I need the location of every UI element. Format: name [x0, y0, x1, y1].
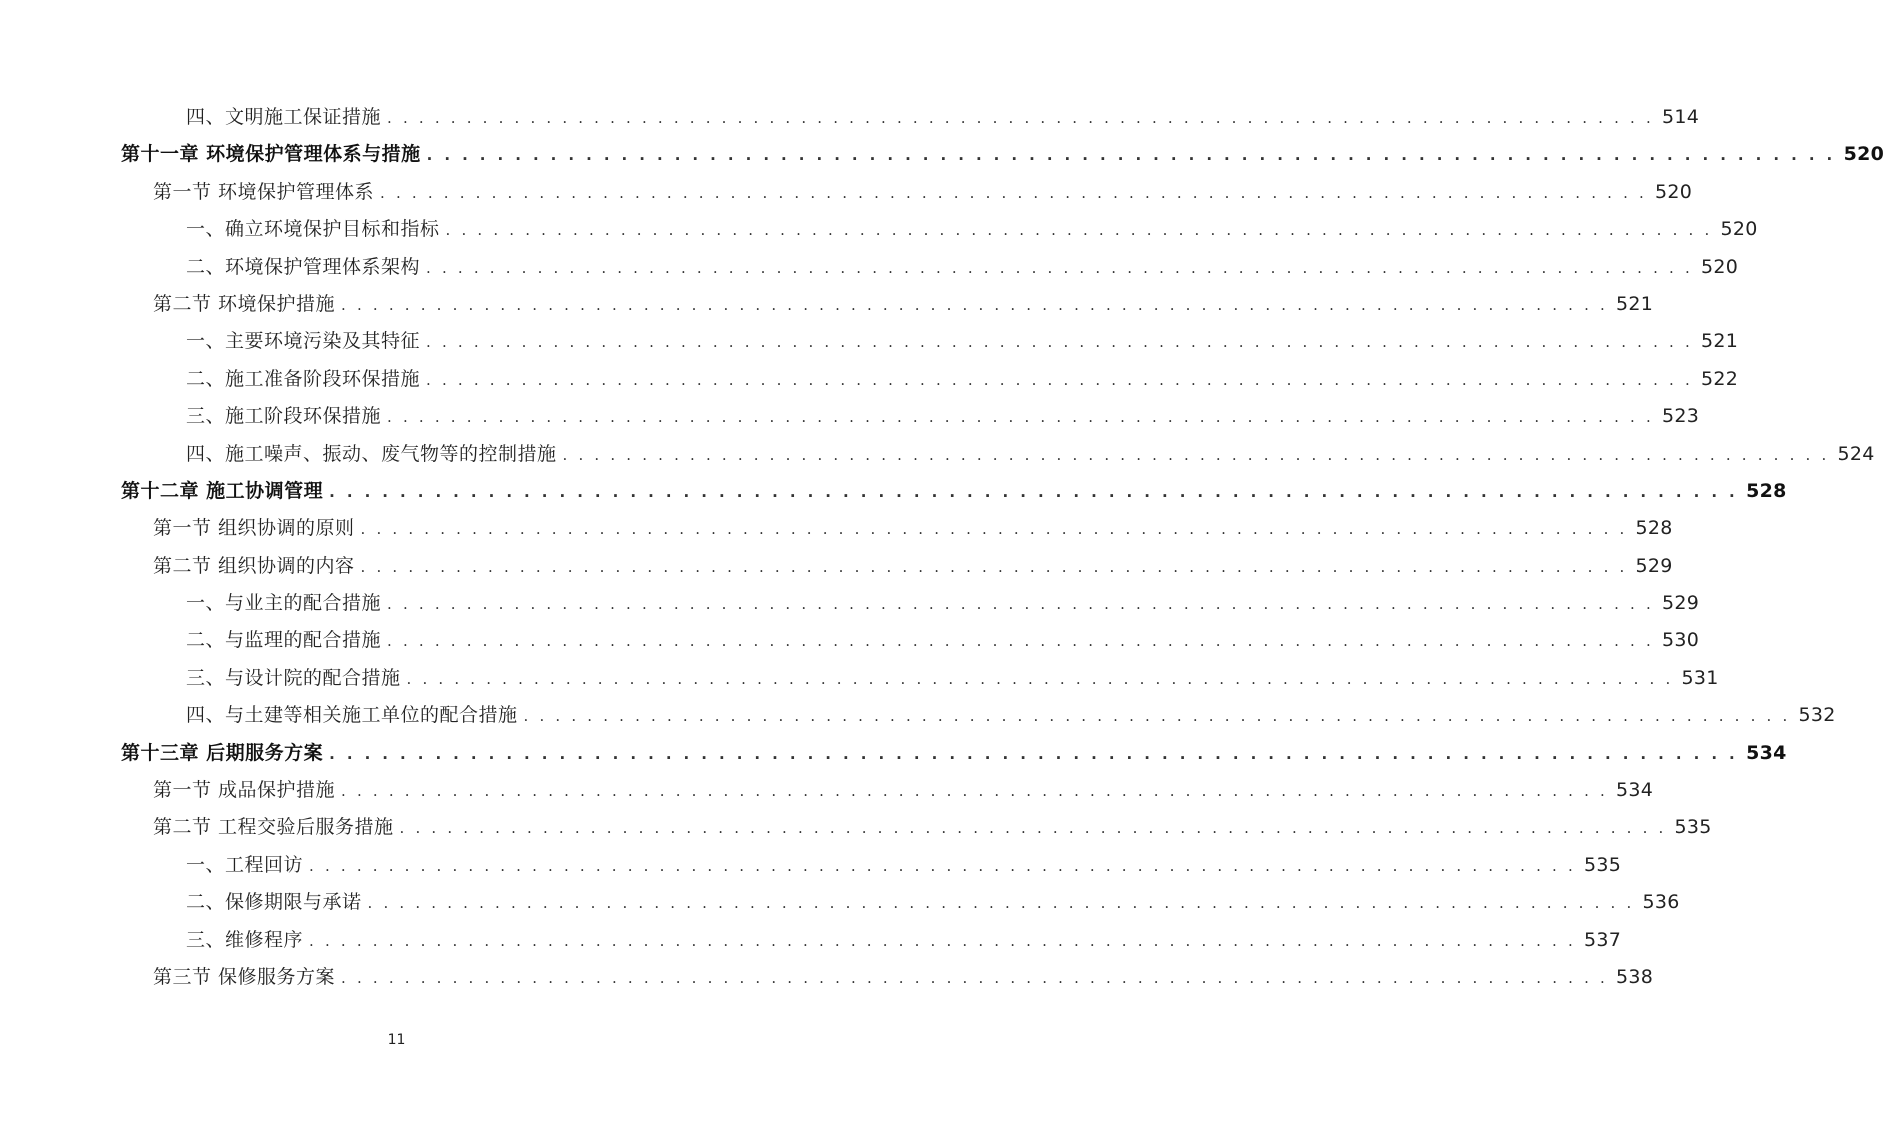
- toc-dot-leader: . . . . . . . . . . . . . . . . . . . . . . . . . . . . . . . . . . . . . . . . . . . . . . . . . . . . . . . . . . . . . . . . . . . . . . . . . . . . . . . .: [426, 333, 1693, 352]
- toc-entry-title: 四、文明施工保证措施: [186, 106, 382, 128]
- toc-entry-title: 第二节 组织协调的内容: [153, 554, 355, 577]
- toc-entry-title: 第十一章 环境保护管理体系与措施: [121, 143, 421, 166]
- toc-section-entry[interactable]: [0, 772, 1654, 809]
- toc-subsection-entry[interactable]: [0, 361, 1739, 398]
- toc-dot-leader: . . . . . . . . . . . . . . . . . . . . . . . . . . . . . . . . . . . . . . . . . . . . . . . . . . . . . . . . . . . . . . . . . . . . . . . . . . . . . . . .: [445, 221, 1713, 240]
- toc-entry-title: 二、保修期限与承诺: [186, 891, 362, 914]
- toc-page-number: 521: [1615, 292, 1654, 315]
- toc-page-number: 537: [1583, 928, 1622, 951]
- toc-entry-title: 四、与土建等相关施工单位的配合措施: [186, 704, 518, 727]
- toc-page-number: 529: [1661, 592, 1700, 615]
- toc-section-entry[interactable]: [0, 809, 1712, 846]
- toc-entry-title: 四、施工噪声、振动、废气物等的控制措施: [186, 442, 557, 465]
- toc-subsection-entry[interactable]: [0, 922, 1622, 959]
- toc-section-entry[interactable]: [0, 174, 1693, 211]
- toc-section-entry[interactable]: [0, 286, 1654, 323]
- toc-entry-title: 第三节 保修服务方案: [153, 965, 336, 988]
- toc-subsection-entry[interactable]: [0, 211, 1758, 248]
- toc-dot-leader: . . . . . . . . . . . . . . . . . . . . . . . . . . . . . . . . . . . . . . . . . . . . . . . . . . . . . . . . . . . . . . . . . . . . . . . . . . . . . . . .: [329, 482, 1739, 501]
- toc-subsection-entry[interactable]: [0, 99, 1700, 136]
- toc-entry-title: 第一节 环境保护管理体系: [153, 180, 375, 203]
- toc-dot-leader: . . . . . . . . . . . . . . . . . . . . . . . . . . . . . . . . . . . . . . . . . . . . . . . . . . . . . . . . . . . . . . . . . . . . . . . . . . . . . . . .: [399, 819, 1667, 838]
- toc-subsection-entry[interactable]: [0, 884, 1680, 921]
- toc-dot-leader: . . . . . . . . . . . . . . . . . . . . . . . . . . . . . . . . . . . . . . . . . . . . . . . . . . . . . . . . . . . . . . . . . . . . . . . . . . . . . . . .: [309, 856, 1576, 875]
- toc-page-number: 536: [1642, 891, 1680, 914]
- toc-dot-leader: . . . . . . . . . . . . . . . . . . . . . . . . . . . . . . . . . . . . . . . . . . . . . . . . . . . . . . . . . . . . . . . . . . . . . . . . . . . . . . . .: [367, 894, 1635, 913]
- toc-page-number: 528: [1746, 479, 1787, 502]
- toc-subsection-entry[interactable]: [0, 847, 1622, 884]
- toc-dot-leader: . . . . . . . . . . . . . . . . . . . . . . . . . . . . . . . . . . . . . . . . . . . . . . . . . . . . . . . . . . . . . . . . . . . . . . . . . . . . . . . .: [360, 557, 1628, 576]
- toc-entry-title: 二、施工准备阶段环保措施: [186, 367, 421, 390]
- toc-page-number: 520: [1654, 180, 1693, 203]
- toc-page-number: 529: [1635, 554, 1673, 577]
- toc-entry-title: 第二节 工程交验后服务措施: [153, 816, 394, 839]
- toc-entry-title: 一、确立环境保护目标和指标: [186, 218, 440, 241]
- toc-page-number: 522: [1700, 367, 1739, 390]
- toc-entry-title: 一、主要环境污染及其特征: [186, 330, 421, 353]
- toc-page-number: 534: [1615, 779, 1654, 802]
- toc-entry-title: 二、与监理的配合措施: [186, 629, 382, 652]
- toc-dot-leader: . . . . . . . . . . . . . . . . . . . . . . . . . . . . . . . . . . . . . . . . . . . . . . . . . . . . . . . . . . . . . . . . . . . . . . . . . . . . . . . .: [387, 408, 1654, 427]
- toc-page-number: 538: [1615, 965, 1654, 988]
- toc-section-entry[interactable]: [0, 510, 1673, 547]
- toc-subsection-entry[interactable]: [0, 323, 1739, 360]
- toc-entry-title: 一、与业主的配合措施: [186, 592, 382, 615]
- toc-dot-leader: . . . . . . . . . . . . . . . . . . . . . . . . . . . . . . . . . . . . . . . . . . . . . . . . . . . . . . . . . . . . . . . . . . . . . . . . . . . . . . . .: [341, 968, 1608, 987]
- toc-entry-title: 三、施工阶段环保措施: [186, 405, 382, 428]
- toc-chapter-entry[interactable]: [0, 735, 1787, 772]
- toc-dot-leader: . . . . . . . . . . . . . . . . . . . . . . . . . . . . . . . . . . . . . . . . . . . . . . . . . . . . . . . . . . . . . . . . . . . . . . . . . . . . . . . .: [341, 782, 1608, 801]
- toc-dot-leader: . . . . . . . . . . . . . . . . . . . . . . . . . . . . . . . . . . . . . . . . . . . . . . . . . . . . . . . . . . . . . . . . . . . . . . . . . . . . . . . .: [380, 183, 1647, 202]
- toc-page-number: 524: [1837, 442, 1875, 465]
- toc-page-number: 535: [1583, 853, 1622, 876]
- toc-page-number: 521: [1700, 330, 1739, 353]
- toc-dot-leader: . . . . . . . . . . . . . . . . . . . . . . . . . . . . . . . . . . . . . . . . . . . . . . . . . . . . . . . . . . . . . . . . . . . . . . . . . . . . . . . .: [562, 445, 1830, 464]
- toc-section-entry[interactable]: [0, 548, 1673, 585]
- toc-page-number: 520: [1720, 218, 1758, 241]
- toc-dot-leader: . . . . . . . . . . . . . . . . . . . . . . . . . . . . . . . . . . . . . . . . . . . . . . . . . . . . . . . . . . . . . . . . . . . . . . . . . . . . . . . .: [426, 258, 1693, 277]
- toc-page-number: 534: [1746, 741, 1787, 764]
- toc-entry-title: 第十二章 施工协调管理: [121, 479, 324, 502]
- toc-subsection-entry[interactable]: [0, 697, 1836, 734]
- toc-entry-title: 三、维修程序: [186, 928, 304, 951]
- toc-page-number: 530: [1661, 629, 1700, 652]
- toc-chapter-entry[interactable]: [0, 473, 1787, 510]
- toc-page-number: 531: [1681, 666, 1719, 689]
- toc-subsection-entry[interactable]: [0, 436, 1875, 473]
- toc-dot-leader: . . . . . . . . . . . . . . . . . . . . . . . . . . . . . . . . . . . . . . . . . . . . . . . . . . . . . . . . . . . . . . . . . . . . . . . . . . . . . . . .: [387, 595, 1654, 614]
- toc-page-number: 528: [1635, 517, 1673, 540]
- toc-entry-title: 三、与设计院的配合措施: [186, 666, 401, 689]
- toc-page-number: 523: [1661, 405, 1700, 428]
- toc-dot-leader: . . . . . . . . . . . . . . . . . . . . . . . . . . . . . . . . . . . . . . . . . . . . . . . . . . . . . . . . . . . . . . . . . . . . . . . . . . . . . . . .: [309, 931, 1576, 950]
- toc-dot-leader: . . . . . . . . . . . . . . . . . . . . . . . . . . . . . . . . . . . . . . . . . . . . . . . . . . . . . . . . . . . . . . . . . . . . . . . . . . . . . . . .: [426, 146, 1836, 165]
- toc-page-number: 514: [1661, 106, 1700, 128]
- toc-entry-title: 第十三章 后期服务方案: [121, 741, 324, 764]
- toc-dot-leader: . . . . . . . . . . . . . . . . . . . . . . . . . . . . . . . . . . . . . . . . . . . . . . . . . . . . . . . . . . . . . . . . . . . . . . . . . . . . . . . .: [360, 520, 1628, 539]
- toc-dot-leader: . . . . . . . . . . . . . . . . . . . . . . . . . . . . . . . . . . . . . . . . . . . . . . . . . . . . . . . . . . . . . . . . . . . . . . . . . . . . . . . .: [387, 109, 1654, 127]
- toc-entry-title: 第一节 组织协调的原则: [153, 517, 355, 540]
- toc-subsection-entry[interactable]: [0, 398, 1700, 435]
- page-number: 11: [387, 1032, 406, 1048]
- toc-subsection-entry[interactable]: [0, 249, 1739, 286]
- toc-dot-leader: . . . . . . . . . . . . . . . . . . . . . . . . . . . . . . . . . . . . . . . . . . . . . . . . . . . . . . . . . . . . . . . . . . . . . . . . . . . . . . . .: [341, 295, 1608, 314]
- toc-dot-leader: . . . . . . . . . . . . . . . . . . . . . . . . . . . . . . . . . . . . . . . . . . . . . . . . . . . . . . . . . . . . . . . . . . . . . . . . . . . . . . . .: [426, 370, 1693, 389]
- toc-dot-leader: . . . . . . . . . . . . . . . . . . . . . . . . . . . . . . . . . . . . . . . . . . . . . . . . . . . . . . . . . . . . . . . . . . . . . . . . . . . . . . . .: [387, 632, 1654, 651]
- toc-dot-leader: . . . . . . . . . . . . . . . . . . . . . . . . . . . . . . . . . . . . . . . . . . . . . . . . . . . . . . . . . . . . . . . . . . . . . . . . . . . . . . . .: [523, 707, 1791, 726]
- toc-subsection-entry[interactable]: [0, 622, 1700, 659]
- toc-page-number: 520: [1843, 143, 1884, 166]
- toc-page-number: 535: [1674, 816, 1712, 839]
- toc-section-entry[interactable]: [0, 959, 1654, 996]
- toc-subsection-entry[interactable]: [0, 660, 1719, 697]
- table-of-contents: [0, 99, 1884, 996]
- toc-entry-title: 一、工程回访: [186, 853, 304, 876]
- toc-entry-title: 二、环境保护管理体系架构: [186, 255, 421, 278]
- toc-entry-title: 第二节 环境保护措施: [153, 292, 336, 315]
- toc-dot-leader: . . . . . . . . . . . . . . . . . . . . . . . . . . . . . . . . . . . . . . . . . . . . . . . . . . . . . . . . . . . . . . . . . . . . . . . . . . . . . . . .: [406, 669, 1674, 688]
- toc-chapter-entry[interactable]: [0, 136, 1884, 173]
- toc-page-number: 532: [1798, 704, 1836, 727]
- toc-page-number: 520: [1700, 255, 1739, 278]
- toc-subsection-entry[interactable]: [0, 585, 1700, 622]
- toc-entry-title: 第一节 成品保护措施: [153, 779, 336, 802]
- toc-dot-leader: . . . . . . . . . . . . . . . . . . . . . . . . . . . . . . . . . . . . . . . . . . . . . . . . . . . . . . . . . . . . . . . . . . . . . . . . . . . . . . . .: [329, 744, 1739, 763]
